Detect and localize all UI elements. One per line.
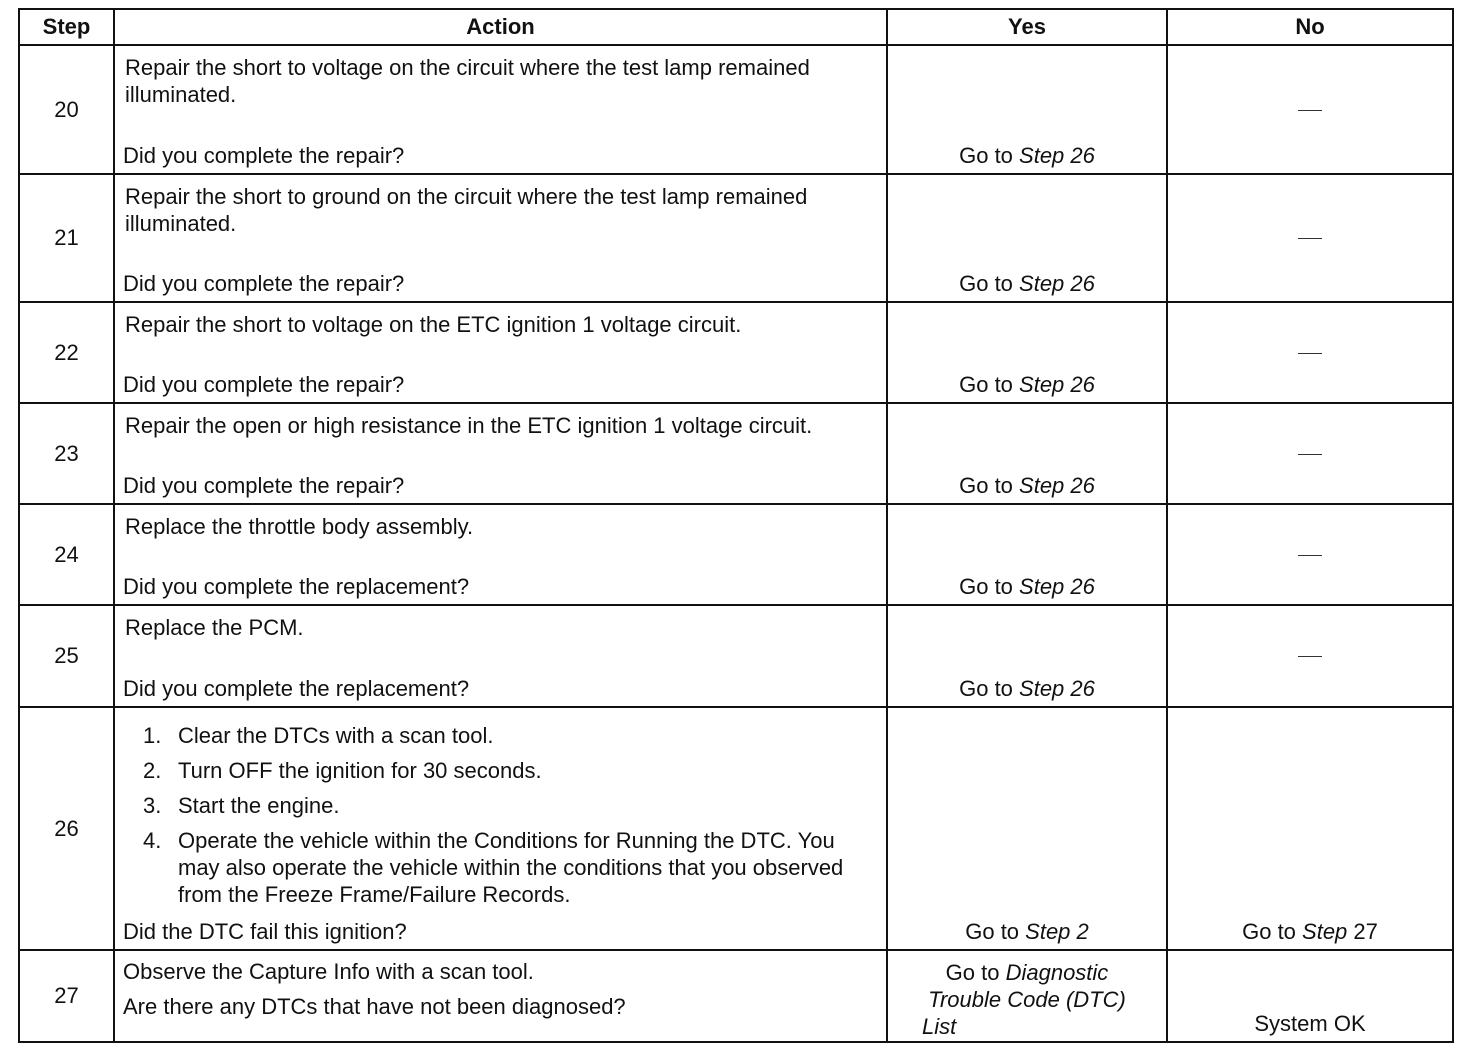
step-number: 26 <box>19 707 114 950</box>
action-text: Observe the Capture Info with a scan tool. <box>123 959 534 984</box>
procedure-list <box>143 722 872 916</box>
yes-prefix: Go to <box>959 473 1020 498</box>
no-step-number: 27 <box>1347 919 1378 944</box>
no-cell <box>1167 605 1453 707</box>
yes-prefix: Go to <box>959 372 1020 397</box>
yes-prefix: Go to <box>959 574 1020 599</box>
step-row-25 <box>19 605 1453 707</box>
yes-step-link[interactable]: Step 26 <box>1019 143 1095 168</box>
step-row-20 <box>19 45 1453 174</box>
yes-prefix: Go to <box>959 143 1020 168</box>
yes-step-link[interactable]: Step 26 <box>1019 473 1095 498</box>
no-cell <box>1167 403 1453 504</box>
yes-cell <box>887 707 1167 950</box>
yes-cell <box>887 605 1167 707</box>
action-text: Replace the PCM. <box>125 615 304 640</box>
header-step: Step <box>19 9 114 45</box>
step-row-22 <box>19 302 1453 403</box>
action-cell <box>114 504 887 605</box>
header-yes: Yes <box>887 9 1167 45</box>
action-cell <box>114 302 887 403</box>
step-row-26 <box>19 707 1453 950</box>
header-row <box>19 9 1453 45</box>
action-question: Are there any DTCs that have not been diagnosed? <box>123 994 626 1019</box>
no-cell <box>1167 174 1453 302</box>
yes-dtc-list-link[interactable]: Go to Diagnostic Trouble Code (DTC) List <box>922 960 1126 1039</box>
step-number: 24 <box>19 504 114 605</box>
action-text: Replace the throttle body assembly. <box>125 514 474 539</box>
step-number: 25 <box>19 605 114 707</box>
system-ok-text: System OK <box>1254 1011 1366 1036</box>
action-text: Repair the short to ground on the circuit where the test lamp remained illuminated. <box>125 184 808 236</box>
step-number: 22 <box>19 302 114 403</box>
no-cell <box>1167 707 1453 950</box>
yes-cell <box>887 950 1167 1042</box>
header-no: No <box>1167 9 1453 45</box>
step-row-24 <box>19 504 1453 605</box>
step-row-21 <box>19 174 1453 302</box>
action-text: Repair the short to voltage on the ETC ignition 1 voltage circuit. <box>125 312 742 337</box>
action-cell <box>114 174 887 302</box>
action-question: Did the DTC fail this ignition? <box>123 919 407 944</box>
yes-step-link[interactable]: Step 26 <box>1019 372 1095 397</box>
no-prefix: Go to <box>1242 919 1303 944</box>
action-cell <box>114 707 887 950</box>
yes-step-link[interactable]: Step 26 <box>1019 676 1095 701</box>
action-question: Did you complete the replacement? <box>123 574 470 599</box>
yes-cell <box>887 504 1167 605</box>
yes-cell <box>887 302 1167 403</box>
action-question: Did you complete the replacement? <box>123 676 470 701</box>
action-cell <box>114 605 887 707</box>
step-row-27 <box>19 950 1453 1042</box>
action-cell <box>114 403 887 504</box>
diagnostic-table <box>18 8 1454 1043</box>
yes-step-link[interactable]: Step 2 <box>1025 919 1089 944</box>
action-question: Did you complete the repair? <box>123 143 405 168</box>
action-question: Did you complete the repair? <box>123 271 405 296</box>
procedure-item: 3. Start the engine. <box>143 793 340 818</box>
yes-cell <box>887 403 1167 504</box>
no-dash <box>1298 353 1322 354</box>
yes-prefix: Go to <box>965 919 1026 944</box>
yes-cell <box>887 45 1167 174</box>
no-dash <box>1298 110 1322 111</box>
no-cell <box>1167 504 1453 605</box>
no-step-link[interactable]: Step <box>1302 919 1348 944</box>
action-question: Did you complete the repair? <box>123 473 405 498</box>
action-cell <box>114 950 887 1042</box>
no-cell <box>1167 45 1453 174</box>
procedure-item: 1. Clear the DTCs with a scan tool. <box>143 723 494 748</box>
step-number: 20 <box>19 45 114 174</box>
no-dash <box>1298 238 1322 239</box>
action-text: Repair the short to voltage on the circuit where the test lamp remained illuminated. <box>125 55 810 107</box>
procedure-item: 4. Operate the vehicle within the Conditions for Running the DTC. You may also operate the vehicle within the conditions that you observed from the Freeze Frame/Failure Records. <box>143 828 844 907</box>
step-number: 21 <box>19 174 114 302</box>
procedure-item: 2. Turn OFF the ignition for 30 seconds. <box>143 758 542 783</box>
action-question: Did you complete the repair? <box>123 372 405 397</box>
step-row-23 <box>19 403 1453 504</box>
yes-cell <box>887 174 1167 302</box>
no-dash <box>1298 454 1322 455</box>
no-dash <box>1298 656 1322 657</box>
yes-step-link[interactable]: Step 26 <box>1019 574 1095 599</box>
yes-prefix: Go to <box>959 271 1020 296</box>
yes-prefix: Go to <box>959 676 1020 701</box>
step-number: 23 <box>19 403 114 504</box>
step-number: 27 <box>19 950 114 1042</box>
no-cell <box>1167 950 1453 1042</box>
action-text: Repair the open or high resistance in the ETC ignition 1 voltage circuit. <box>125 413 813 438</box>
no-dash <box>1298 555 1322 556</box>
action-cell <box>114 45 887 174</box>
no-cell <box>1167 302 1453 403</box>
header-action: Action <box>114 9 887 45</box>
yes-step-link[interactable]: Step 26 <box>1019 271 1095 296</box>
